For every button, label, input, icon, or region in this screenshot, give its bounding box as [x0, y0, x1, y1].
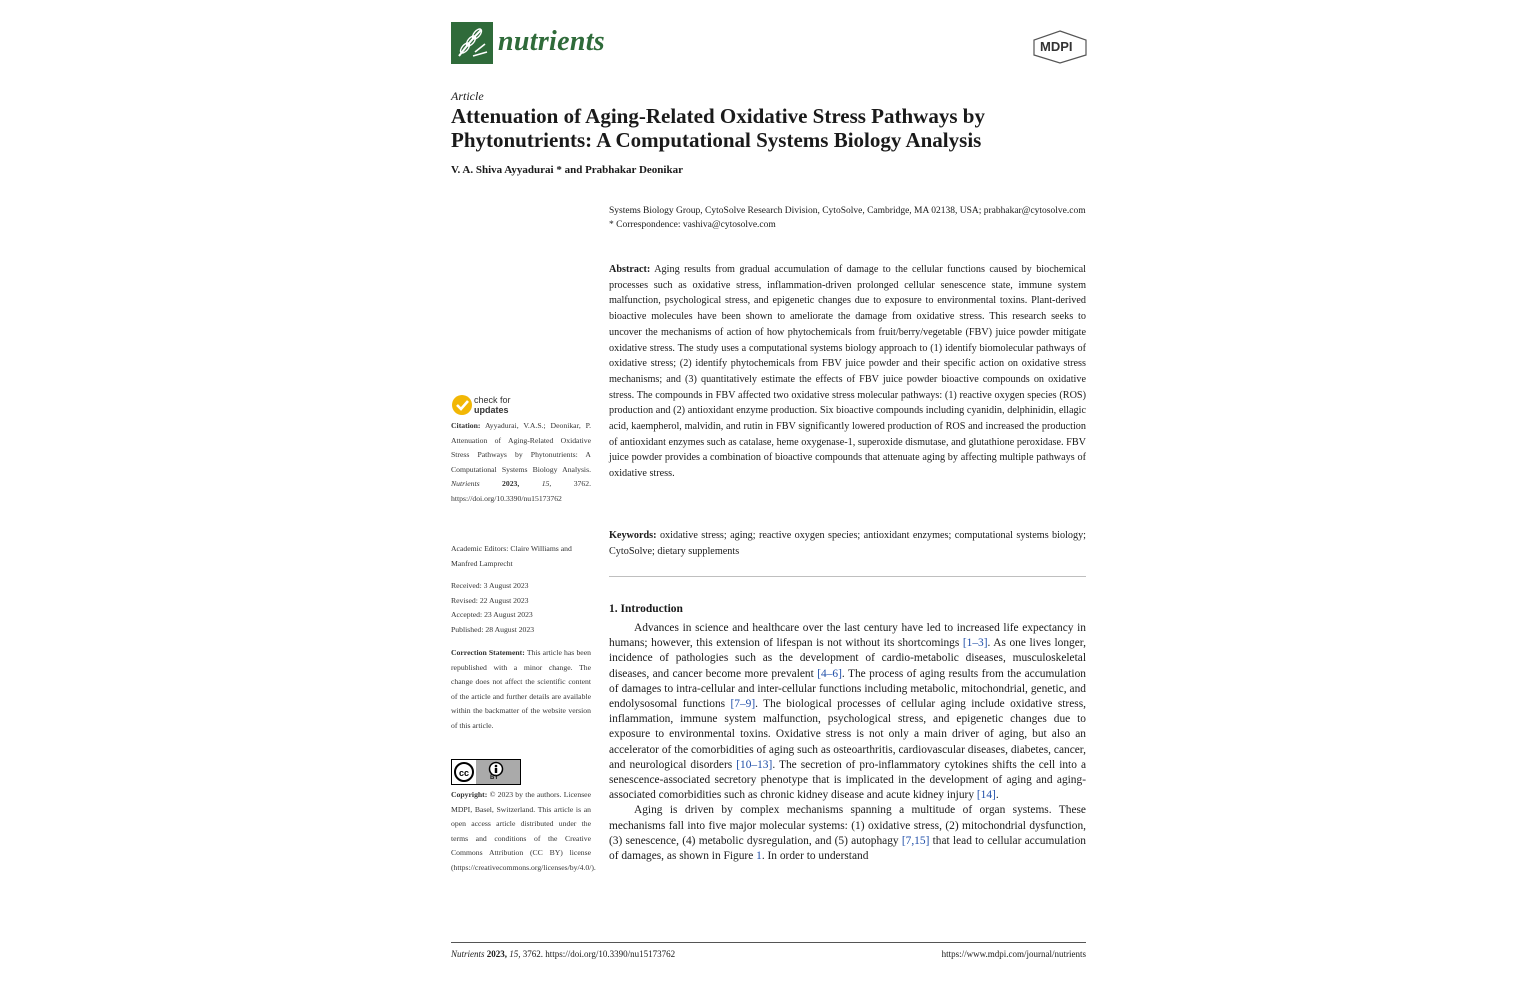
dates-block: [451, 579, 591, 637]
section-heading: 1. Introduction: [609, 603, 683, 615]
journal-logo: [451, 22, 493, 64]
footer-rule: [451, 942, 1086, 943]
abstract-text: Aging results from gradual accumulation of damage to the cellular functions caused by biochemical processes such as oxidative stress, inflammation-driven prolonged cellular senescence state, immune system malfunction, psychological stress, and epigenetic changes due to exposure to environmental toxins. Plant-derived bioactive molecules have been shown to ameliorate the damage from oxidative stress. This research seeks to uncover the mechanisms of action of how phytochemicals from fruit/berry/vegetable (FBV) juice powder mitigate oxidative stress. The study uses a computational systems biology approach to (1) identify biomolecular pathways of oxidative stress; (2) identify phytochemicals from FBV juice powder and their specific action on oxidative stress mechanisms; and (3) quantitatively estimate the effects of FBV juice powder bioactive compounds on oxidative stress. The compounds in FBV affected two oxidative stress molecular pathways: (1) reactive oxygen species (ROS) production and (2) antioxidant enzyme production. Six bioactive compounds including cyanidin, delphinidin, ellagic acid, kaempherol, malvidin, and rutin in FBV significantly lowered production of ROS and increased the production of antioxidant enzymes such as catalase, heme oxygenase-1, superoxide dismutase, and glutathione peroxidase. FBV juice powder provides a combination of bioactive compounds that attenuate aging by affecting multiple pathways of oxidative stress.: [609, 264, 1086, 480]
figure-link[interactable]: 1: [756, 850, 762, 863]
svg-text:cc: cc: [458, 768, 470, 778]
cc-by-label: BY: [490, 775, 499, 781]
paper-title: Attenuation of Aging-Related Oxidative Stress Pathways by Phytonutrients: A Computational Systems Biology Analysis: [451, 104, 985, 152]
paragraph: Aging is driven by complex mechanisms spanning a multitude of organ systems. These mechanisms fall into five major molecular systems: (1) oxidative stress, (2) mitochondrial dysfunction, (3) senescence, (4) metabolic dysregulation, and (5) autophagy [7,15] that lead to cellular accumulation of damages, as shown in Figure 1. In order to understand: [609, 804, 1086, 863]
affiliation: Systems Biology Group, CytoSolve Research Division, CytoSolve, Cambridge, MA 02138, USA; prabhakar@cytosolve.com: [609, 206, 1086, 216]
keywords-label: Keywords:: [609, 530, 657, 541]
journal-url[interactable]: https://www.mdpi.com/journal/nutrients: [941, 949, 1086, 959]
section-divider: [609, 576, 1086, 577]
academic-editors: Academic Editors: Claire Williams and Manfred Lamprecht: [451, 544, 572, 568]
cc-license-badge[interactable]: [451, 759, 521, 785]
citation-link[interactable]: [7,15]: [901, 834, 930, 847]
keywords: [609, 528, 1086, 559]
citation-link[interactable]: [10–13]: [736, 758, 773, 771]
citation-link[interactable]: [7–9]: [730, 698, 756, 711]
introduction-body: [609, 621, 1086, 864]
creative-commons-icon: [452, 760, 520, 784]
published-date: Published: 28 August 2023: [451, 624, 535, 634]
correction-statement: Correction Statement: This article has been republished with a minor change. The change does not affect the scientific content of the article and further details are available within the backmatter of the website version of this article.: [451, 648, 591, 730]
affiliation-block: [609, 205, 1089, 232]
correspondence: * Correspondence: vashiva@cytosolve.com: [609, 219, 776, 230]
copyright-block: Copyright: © 2023 by the authors. Licensee MDPI, Basel, Switzerland. This article is an open access article distributed under the terms and conditions of the Creative Commons Attribution (CC BY) license (https://creativecommons.org/licenses/by/4.0/).: [451, 790, 596, 872]
authors: V. A. Shiva Ayyadurai * and Prabhakar Deonikar: [451, 164, 683, 176]
check-for-updates-icon[interactable]: [451, 394, 473, 416]
citation-link[interactable]: [1–3]: [962, 637, 988, 650]
citation-block: Citation: Ayyadurai, V.A.S.; Deonikar, P. Attenuation of Aging-Related Oxidative Stress Pathways by Phytonutrients: A Computational Systems Biology Analysis. Nutrients 2023, 15, 3762. https://doi.org/10.3390/nu15173762: [451, 421, 592, 503]
paragraph: Advances in science and healthcare over the last century have led to increased life expectancy in humans; however, this extension of lifespan is not without its shortcomings [1–3]. As one lives longer, incidence of pathologies such as the development of cardio-metabolic diseases, musculoskeletal diseases, and cancer become more prevalent [4–6]. The process of aging results from the accumulation of damages to intra-cellular and inter-cellular functions including metabolic, mitochondrial, genetic, and endolysosomal functions [7–9]. The biological processes of cellular aging include oxidative stress, inflammation, immune system malfunction, psychological stress, and epigenetic changes due to exposure to environmental toxins. Oxidative stress is not only a main driver of aging, but also an accelerator of the comorbidities of aging such as osteoarthritis, cardiovascular diseases, diabetes, cancer, and neurological disorders [10–13]. The secretion of pro-inflammatory cytokines shifts the cell into a senescence-associated secretory phenotype that is implicated in the development of aging and aging-associated comorbidities such as chronic kidney disease and acute kidney injury [14].: [609, 622, 1087, 802]
wheat-icon: [451, 22, 493, 64]
footer-citation: Nutrients 2023, 15, 3762. https://doi.org/10.3390/nu15173762: [451, 949, 676, 959]
journal-name: nutrients: [498, 26, 605, 57]
abstract: [609, 262, 1086, 482]
keywords-text: oxidative stress; aging; reactive oxygen species; antioxidant enzymes; computational systems biology; CytoSolve; dietary supplements: [609, 530, 1087, 557]
citation-link[interactable]: [14]: [976, 789, 996, 802]
revised-date: Revised: 22 August 2023: [451, 595, 529, 605]
check-for-updates-label[interactable]: check for updates: [474, 395, 511, 415]
accepted-date: Accepted: 23 August 2023: [451, 610, 533, 619]
article-type: Article: [451, 89, 484, 103]
received-date: Received: 3 August 2023: [451, 581, 529, 590]
citation-link[interactable]: [4–6]: [817, 667, 842, 680]
publisher-name: MDPI: [1040, 39, 1073, 54]
abstract-label: Abstract:: [609, 264, 651, 275]
